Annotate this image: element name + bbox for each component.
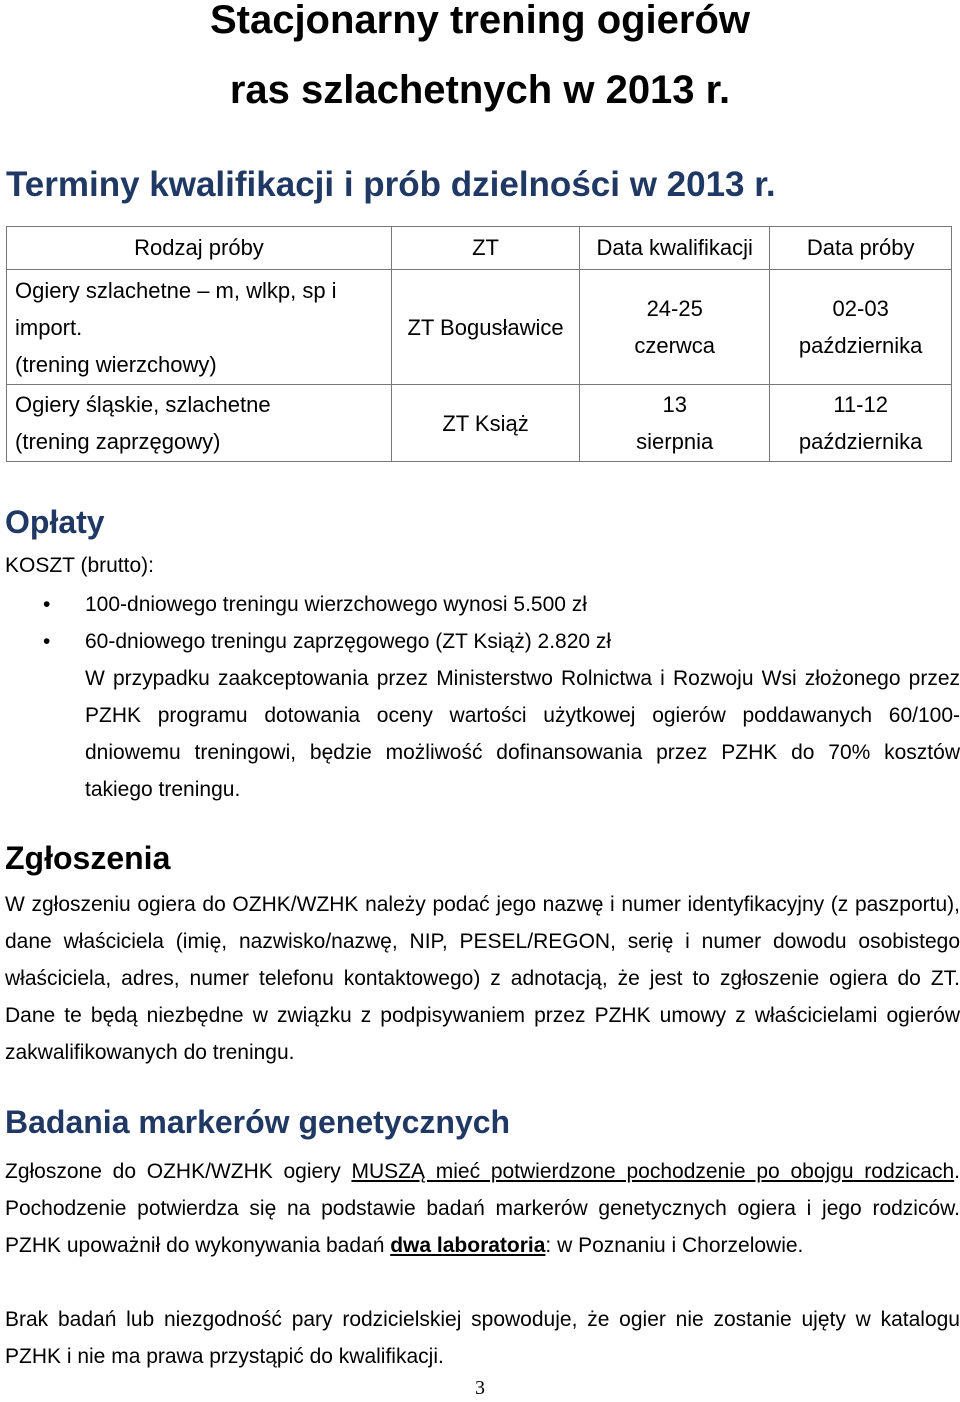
cell-text: (trening wierzchowy) bbox=[15, 351, 217, 377]
genetics-heading: Badania markerów genetycznych bbox=[5, 1104, 511, 1140]
page-number: 3 bbox=[475, 1377, 485, 1399]
cell-qualification-date bbox=[580, 385, 770, 462]
cell-text: 24-25 bbox=[646, 296, 703, 321]
list-item: • 60-dniowego treningu zaprzęgowego (ZT Książ) 2.820 zł bbox=[85, 623, 955, 660]
schedule-table bbox=[6, 226, 952, 462]
schedule-header-row bbox=[7, 227, 952, 270]
genetics-text: . Pochodzenie potwierdza się na podstawie badań markerów genetycznych ogiera i jego rodziców. PZHK upoważnił do wykonywania badań bbox=[5, 1160, 960, 1257]
genetics-text: : w Poznaniu i Chorzelowie. bbox=[545, 1234, 804, 1257]
genetics-bold-text: dwa laboratoria bbox=[390, 1234, 546, 1257]
table-row bbox=[7, 270, 952, 385]
column-header-trial-date: Data próby bbox=[770, 227, 952, 270]
cell-zt: ZT Bogusławice bbox=[391, 270, 579, 385]
cell-text: czerwca bbox=[634, 333, 716, 358]
column-header-type: Rodzaj próby bbox=[7, 227, 392, 270]
genetics-paragraph-2: Brak badań lub niezgodność pary rodzicielskiej spowoduje, że ogier nie zostanie ujęty w katalogu PZHK i nie ma prawa przystąpić do kwalifikacji. bbox=[5, 1308, 960, 1368]
table-row bbox=[7, 385, 952, 462]
cell-trial-date bbox=[770, 270, 952, 385]
cell-text: Ogiery szlachetne – m, wlkp, sp i import. bbox=[15, 277, 337, 340]
applications-heading: Zgłoszenia bbox=[5, 840, 171, 876]
genetics-underlined-text: MUSZĄ mieć potwierdzone pochodzenie po obojgu rodzicach bbox=[351, 1160, 955, 1183]
cell-qualification-date bbox=[580, 270, 770, 385]
cell-type bbox=[7, 270, 392, 385]
list-item: • 100-dniowego treningu wierzchowego wynosi 5.500 zł bbox=[85, 586, 955, 623]
applications-text: W zgłoszeniu ogiera do OZHK/WZHK należy podać jego nazwę i numer identyfikacyjny (z paszportu), dane właściciela (imię, nazwisko/nazwę, NIP, PESEL/REGON, serię i numer dowodu osobistego właściciela, adres, numer telefonu kontaktowego) z adnotacją, że jest to zgłoszenie ogiera do ZT. Dane te będą niezbędne w związku z podpisywaniem przez PZHK umowy z właścicielami ogierów zakwalifikowanych do treningu. bbox=[5, 893, 960, 1064]
cell-text: 02-03 bbox=[832, 296, 889, 321]
genetics-text: Zgłoszone do OZHK/WZHK ogiery bbox=[5, 1160, 352, 1183]
fee-list bbox=[85, 586, 955, 660]
cell-text: 13 bbox=[662, 392, 687, 417]
cell-type bbox=[7, 385, 392, 462]
cell-text: Ogiery śląskie, szlachetne bbox=[15, 392, 271, 417]
cell-text: października bbox=[798, 333, 923, 358]
cell-text: października bbox=[798, 429, 923, 454]
column-header-qualification-date: Data kwalifikacji bbox=[580, 227, 770, 270]
document-title-line1: Stacjonarny trening ogierów bbox=[209, 0, 751, 42]
cell-text: 11-12 bbox=[833, 392, 888, 417]
column-header-zt: ZT bbox=[391, 227, 579, 270]
document-title-line2: ras szlachetnych w 2013 r. bbox=[229, 68, 731, 112]
cell-text: sierpnia bbox=[636, 429, 714, 454]
schedule-subtitle: Terminy kwalifikacji i prób dzielności w 2013 r. bbox=[6, 165, 776, 204]
fees-note: W przypadku zaakceptowania przez Ministerstwo Rolnictwa i Rozwoju Wsi złożonego przez PZHK programu dotowania oceny wartości użytkowej ogierów poddawanych 60/100-dniowemu treningowi, będzie możliwość dofinansowania przez PZHK do 70% kosztów takiego treningu. bbox=[85, 667, 960, 801]
cost-label: KOSZT (brutto): bbox=[5, 554, 154, 577]
genetics-paragraph-1 bbox=[5, 1153, 960, 1264]
fees-heading: Opłaty bbox=[5, 504, 105, 540]
cell-trial-date bbox=[770, 385, 952, 462]
cell-text: (trening zaprzęgowy) bbox=[15, 429, 221, 454]
cell-zt: ZT Książ bbox=[391, 385, 579, 462]
